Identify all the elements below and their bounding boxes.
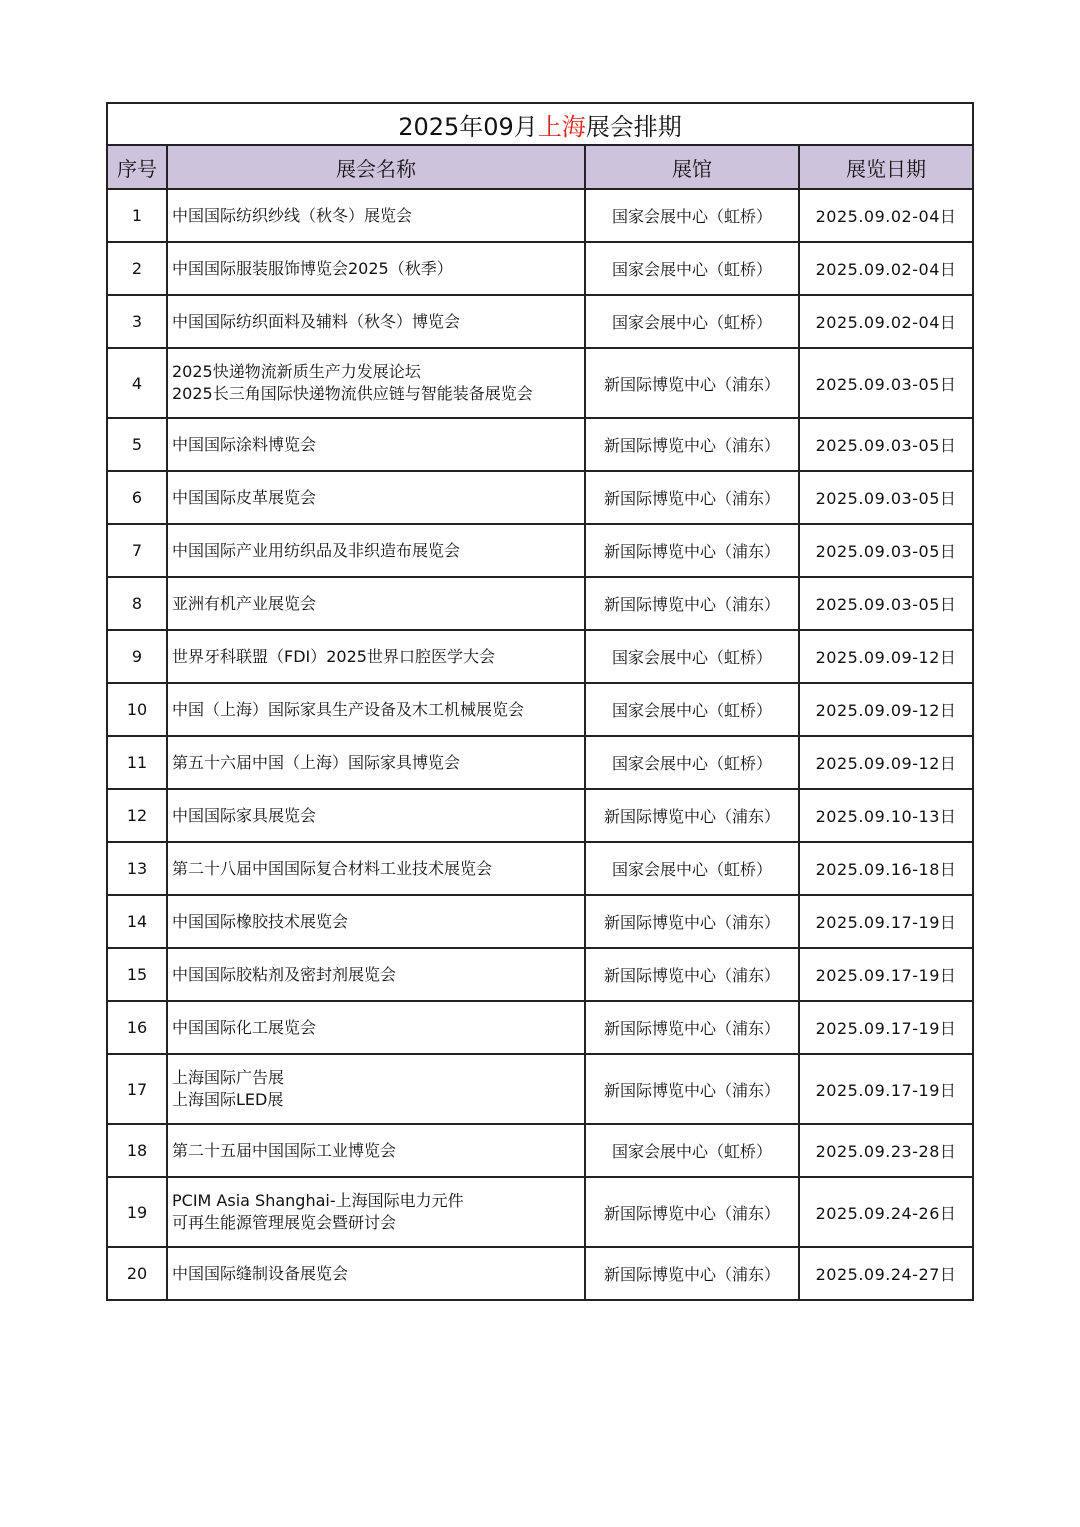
row-index: 12 — [107, 789, 167, 842]
title-accent-city: 上海 — [537, 112, 586, 141]
exhibition-date: 2025.09.03-05日 — [799, 418, 973, 471]
exhibition-date: 2025.09.24-26日 — [799, 1177, 973, 1247]
exhibition-date: 2025.09.23-28日 — [799, 1124, 973, 1177]
exhibition-name-line: 中国国际橡胶技术展览会 — [172, 911, 349, 931]
title-prefix: 2025年09月 — [398, 112, 538, 141]
row-index: 18 — [107, 1124, 167, 1177]
row-index: 1 — [107, 189, 167, 242]
exhibition-name-line: 中国国际缝制设备展览会 — [172, 1263, 349, 1283]
exhibition-date: 2025.09.09-12日 — [799, 736, 973, 789]
exhibition-hall: 新国际博览中心（浦东） — [585, 948, 799, 1001]
exhibition-schedule-sheet — [106, 102, 972, 1301]
table-row — [107, 842, 973, 895]
exhibition-date: 2025.09.10-13日 — [799, 789, 973, 842]
table-row — [107, 418, 973, 471]
table-row — [107, 1247, 973, 1300]
exhibition-name — [167, 895, 585, 948]
exhibition-name — [167, 789, 585, 842]
exhibition-hall: 国家会展中心（虹桥） — [585, 630, 799, 683]
header-index: 序号 — [107, 145, 167, 189]
exhibition-name — [167, 524, 585, 577]
table-row — [107, 242, 973, 295]
title-suffix: 展会排期 — [585, 112, 682, 141]
exhibition-hall: 新国际博览中心（浦东） — [585, 524, 799, 577]
table-row — [107, 295, 973, 348]
exhibition-name — [167, 736, 585, 789]
exhibition-name-line: 中国国际皮革展览会 — [172, 487, 317, 507]
exhibition-name-line: 中国国际服装服饰博览会2025（秋季） — [172, 258, 453, 278]
row-index: 14 — [107, 895, 167, 948]
header-name: 展会名称 — [167, 145, 585, 189]
table-row — [107, 895, 973, 948]
table-row — [107, 1001, 973, 1054]
table-row — [107, 948, 973, 1001]
table-row — [107, 630, 973, 683]
exhibition-name-line: 2025快递物流新质生产力发展论坛 — [172, 362, 421, 381]
exhibition-name — [167, 577, 585, 630]
exhibition-table — [106, 102, 974, 1301]
exhibition-hall: 国家会展中心（虹桥） — [585, 295, 799, 348]
row-index: 10 — [107, 683, 167, 736]
row-index: 8 — [107, 577, 167, 630]
table-row — [107, 789, 973, 842]
exhibition-name-line: 中国国际纺织纱线（秋冬）展览会 — [172, 205, 413, 225]
exhibition-name — [167, 471, 585, 524]
header-hall: 展馆 — [585, 145, 799, 189]
exhibition-date: 2025.09.17-19日 — [799, 895, 973, 948]
exhibition-name-line: 中国国际产业用纺织品及非织造布展览会 — [172, 540, 461, 560]
row-index: 4 — [107, 348, 167, 418]
row-index: 3 — [107, 295, 167, 348]
exhibition-name-line: 中国国际家具展览会 — [172, 805, 317, 825]
row-index: 7 — [107, 524, 167, 577]
table-row — [107, 189, 973, 242]
exhibition-date: 2025.09.03-05日 — [799, 471, 973, 524]
exhibition-date: 2025.09.16-18日 — [799, 842, 973, 895]
exhibition-hall: 新国际博览中心（浦东） — [585, 1054, 799, 1124]
table-row — [107, 1054, 973, 1124]
exhibition-name — [167, 842, 585, 895]
table-row — [107, 524, 973, 577]
exhibition-name-line: 中国（上海）国际家具生产设备及木工机械展览会 — [172, 699, 525, 719]
table-title — [107, 103, 973, 145]
row-index: 11 — [107, 736, 167, 789]
exhibition-name-line: PCIM Asia Shanghai-上海国际电力元件 — [172, 1191, 464, 1210]
exhibition-name-line: 上海国际广告展 — [172, 1068, 285, 1087]
exhibition-hall: 国家会展中心（虹桥） — [585, 736, 799, 789]
exhibition-date: 2025.09.09-12日 — [799, 630, 973, 683]
exhibition-hall: 新国际博览中心（浦东） — [585, 577, 799, 630]
table-row — [107, 471, 973, 524]
exhibition-date: 2025.09.09-12日 — [799, 683, 973, 736]
exhibition-hall: 新国际博览中心（浦东） — [585, 348, 799, 418]
exhibition-name — [167, 348, 585, 418]
exhibition-name — [167, 1001, 585, 1054]
exhibition-name-line: 第二十五届中国国际工业博览会 — [172, 1140, 397, 1160]
row-index: 15 — [107, 948, 167, 1001]
exhibition-hall: 国家会展中心（虹桥） — [585, 683, 799, 736]
exhibition-hall: 新国际博览中心（浦东） — [585, 895, 799, 948]
exhibition-name — [167, 630, 585, 683]
exhibition-name-line: 世界牙科联盟（FDI）2025世界口腔医学大会 — [172, 646, 495, 666]
row-index: 5 — [107, 418, 167, 471]
exhibition-name — [167, 1124, 585, 1177]
exhibition-name-line: 可再生能源管理展览会暨研讨会 — [172, 1213, 397, 1232]
exhibition-name-line: 中国国际化工展览会 — [172, 1017, 317, 1037]
table-row — [107, 577, 973, 630]
exhibition-hall: 新国际博览中心（浦东） — [585, 1177, 799, 1247]
exhibition-date: 2025.09.17-19日 — [799, 948, 973, 1001]
exhibition-name-line: 第二十八届中国国际复合材料工业技术展览会 — [172, 858, 493, 878]
exhibition-hall: 新国际博览中心（浦东） — [585, 1247, 799, 1300]
exhibition-hall: 国家会展中心（虹桥） — [585, 189, 799, 242]
exhibition-name — [167, 189, 585, 242]
row-index: 16 — [107, 1001, 167, 1054]
table-row — [107, 1177, 973, 1247]
row-index: 13 — [107, 842, 167, 895]
exhibition-date: 2025.09.03-05日 — [799, 524, 973, 577]
exhibition-name-line: 亚洲有机产业展览会 — [172, 593, 317, 613]
exhibition-date: 2025.09.03-05日 — [799, 348, 973, 418]
exhibition-date: 2025.09.17-19日 — [799, 1001, 973, 1054]
exhibition-date: 2025.09.03-05日 — [799, 577, 973, 630]
exhibition-name — [167, 295, 585, 348]
exhibition-hall: 国家会展中心（虹桥） — [585, 842, 799, 895]
row-index: 17 — [107, 1054, 167, 1124]
row-index: 19 — [107, 1177, 167, 1247]
exhibition-hall: 国家会展中心（虹桥） — [585, 242, 799, 295]
table-row — [107, 1124, 973, 1177]
exhibition-hall: 新国际博览中心（浦东） — [585, 1001, 799, 1054]
exhibition-name-line: 上海国际LED展 — [172, 1090, 284, 1109]
exhibition-name-line: 中国国际纺织面料及辅料（秋冬）博览会 — [172, 311, 461, 331]
exhibition-name-line: 第五十六届中国（上海）国际家具博览会 — [172, 752, 461, 772]
table-row — [107, 736, 973, 789]
exhibition-hall: 国家会展中心（虹桥） — [585, 1124, 799, 1177]
table-row — [107, 348, 973, 418]
exhibition-name-line: 中国国际涂料博览会 — [172, 434, 317, 454]
exhibition-name — [167, 683, 585, 736]
row-index: 2 — [107, 242, 167, 295]
header-date: 展览日期 — [799, 145, 973, 189]
exhibition-name — [167, 1177, 585, 1247]
exhibition-name — [167, 948, 585, 1001]
row-index: 6 — [107, 471, 167, 524]
table-body — [107, 189, 973, 1300]
exhibition-date: 2025.09.02-04日 — [799, 189, 973, 242]
exhibition-name-line: 2025长三角国际快递物流供应链与智能装备展览会 — [172, 384, 533, 403]
exhibition-date: 2025.09.02-04日 — [799, 242, 973, 295]
exhibition-name — [167, 242, 585, 295]
exhibition-date: 2025.09.24-27日 — [799, 1247, 973, 1300]
row-index: 9 — [107, 630, 167, 683]
row-index: 20 — [107, 1247, 167, 1300]
exhibition-hall: 新国际博览中心（浦东） — [585, 789, 799, 842]
exhibition-name — [167, 418, 585, 471]
exhibition-name — [167, 1054, 585, 1124]
table-row — [107, 683, 973, 736]
exhibition-date: 2025.09.17-19日 — [799, 1054, 973, 1124]
exhibition-name — [167, 1247, 585, 1300]
exhibition-name-line: 中国国际胶粘剂及密封剂展览会 — [172, 964, 397, 984]
exhibition-hall: 新国际博览中心（浦东） — [585, 471, 799, 524]
header-row — [107, 145, 973, 189]
exhibition-hall: 新国际博览中心（浦东） — [585, 418, 799, 471]
exhibition-date: 2025.09.02-04日 — [799, 295, 973, 348]
